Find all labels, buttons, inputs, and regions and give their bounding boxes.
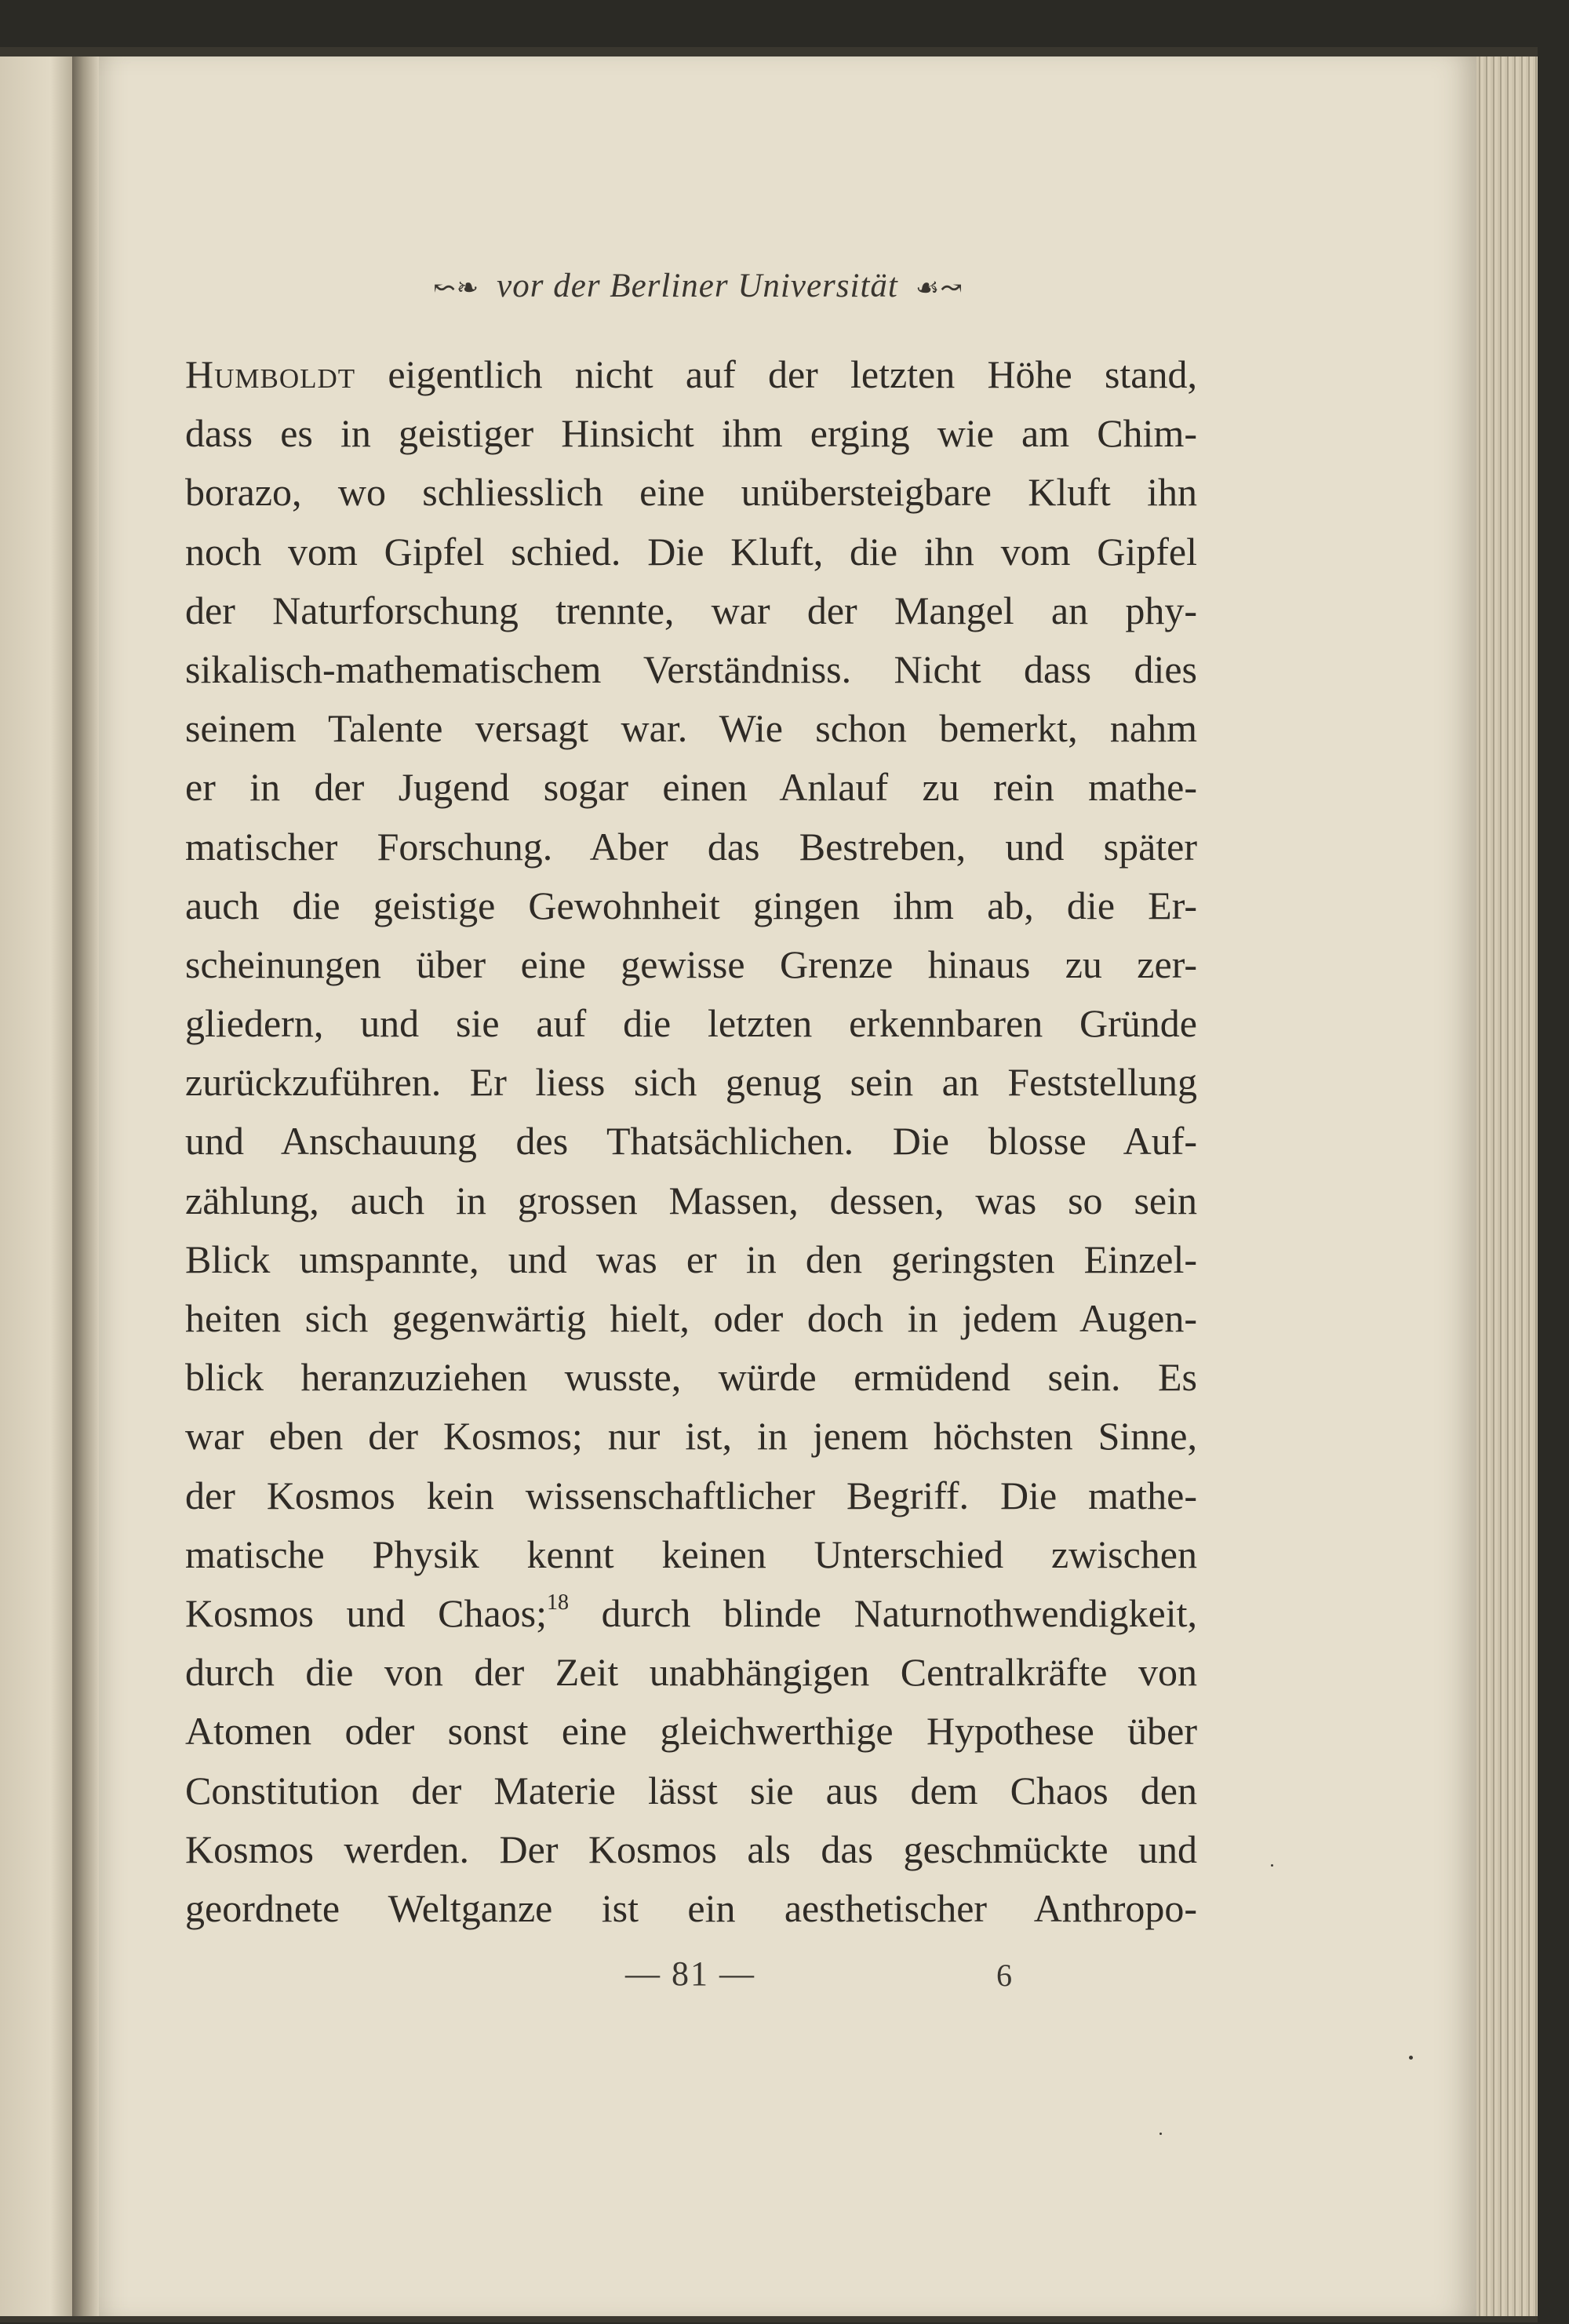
line-text: seinem Talente versagt war. Wie schon bemerkt, nahm [185,706,1197,751]
page-stack-edge [1476,56,1538,2316]
line-text: scheinungen über eine gewisse Grenze hinaus zu zer- [185,942,1197,986]
book-gutter [72,56,99,2316]
line-text: Atomen oder sonst eine gleichwerthige Hypothese über [185,1709,1197,1754]
line-text: matischer Forschung. Aber das Bestreben, und später [185,824,1197,869]
text-line [185,699,1197,758]
line-text: sikalisch-mathematischem Verständniss. Nicht dass dies [185,647,1197,691]
text-line [185,1053,1197,1112]
line-text: gliedern, und sie auf die letzten erkennbaren Gründe [185,1001,1197,1046]
line-text: Kosmos werden. Der Kosmos als das geschmückte und [185,1827,1197,1871]
text-line [185,876,1197,935]
previous-page-edge [0,56,72,2316]
text-line [185,994,1197,1053]
ornament-right-icon: ☙↝ [915,274,963,303]
text-line [185,1230,1197,1289]
signature-mark: 6 [996,1958,1012,1993]
text-line [185,404,1197,463]
line-text: matische Physik kennt keinen Unterschied zwischen [185,1532,1197,1576]
text-line [185,1820,1197,1879]
paper-speck [1409,2056,1413,2060]
text-line [185,1525,1197,1584]
line-text: noch vom Gipfel schied. Die Kluft, die ihn vom Gipfel [185,529,1197,574]
text-line [185,935,1197,994]
line-text: zählung, auch in grossen Massen, dessen, was so sein [185,1178,1197,1222]
smallcaps-name: Humboldt [185,352,356,396]
text-line [185,640,1197,699]
text-line [185,463,1197,522]
line-text: auch die geistige Gewohnheit gingen ihm ab, die Er- [185,883,1197,927]
line-text: er in der Jugend sogar einen Anlauf zu rein mathe- [185,765,1197,810]
line-text: borazo, wo schliesslich eine unübersteigbare Kluft ihn [185,470,1197,515]
line-text: blick heranzuziehen wusste, würde ermüdend sein. Es [185,1355,1197,1400]
text-line [185,581,1197,640]
running-head-title: vor der Berliner Universität [497,268,898,304]
text-line [185,818,1197,876]
line-text: heiten sich gegenwärtig hielt, oder doch in jedem Augen- [185,1296,1197,1340]
text-line [185,1879,1197,1938]
text-line [185,758,1197,817]
footnote-marker: 18 [547,1590,569,1615]
line-text: zurückzuführen. Er liess sich genug sein an Feststellung [185,1060,1197,1105]
line-text: Constitution der Materie lässt sie aus dem Chaos den [185,1768,1197,1812]
line-text: durch die von der Zeit unabhängigen Centralkräfte von [185,1650,1197,1695]
line-text: Kosmos und Chaos; [185,1590,547,1635]
running-head [345,267,1051,305]
body-text [185,345,1197,1938]
text-line [185,1702,1197,1761]
page-number: — 81 — [625,1954,755,1993]
line-text: geordnete Weltganze ist ein aesthetischer Anthropo- [185,1885,1197,1930]
paper-speck [1159,2133,1162,2135]
line-text: der Naturforschung trennte, war der Mangel an phy- [185,588,1197,632]
line-text: und Anschauung des Thatsächlichen. Die blosse Auf- [185,1119,1197,1164]
line-text-after-footnote: durch blinde Naturnothwendigkeit, [569,1590,1197,1635]
paper-speck [1271,1864,1273,1867]
text-line [185,1289,1197,1348]
line-text: eigentlich nicht auf der letzten Höhe stand, [355,352,1197,396]
text-line [185,1407,1197,1466]
line-text: dass es in geistiger Hinsicht ihm erging wie am Chim- [185,411,1197,456]
ornament-left-icon: ↜❧ [433,274,480,303]
line-text: Blick umspannte, und was er in den geringsten Einzel- [185,1237,1197,1281]
text-line [185,1112,1197,1171]
text-line [185,523,1197,581]
text-line [185,1171,1197,1230]
text-line [185,345,1197,404]
text-line [185,1643,1197,1702]
text-line [185,1466,1197,1525]
line-text: der Kosmos kein wissenschaftlicher Begriff. Die mathe- [185,1473,1197,1517]
text-line [185,1348,1197,1407]
line-text: war eben der Kosmos; nur ist, in jenem höchsten Sinne, [185,1414,1197,1459]
text-line [185,1584,1197,1643]
text-line [185,1761,1197,1820]
